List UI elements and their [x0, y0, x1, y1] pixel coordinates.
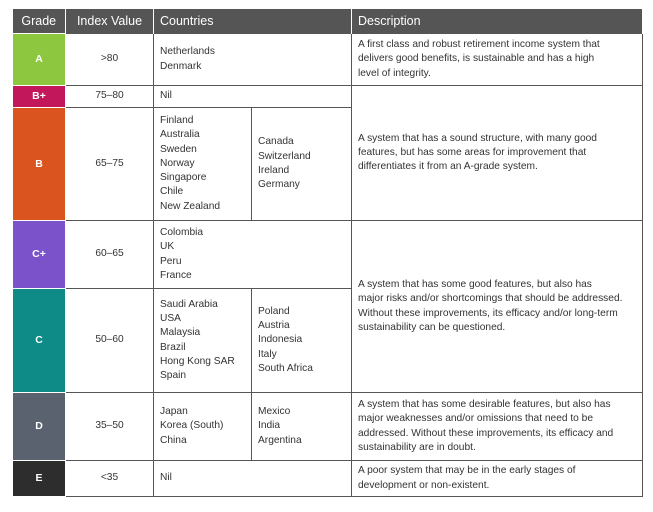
- countries-c-column-1-line: Saudi Arabia: [160, 298, 218, 310]
- description-b-line: differentiates it from an A-grade system.: [358, 161, 538, 173]
- table-row-grade-d: [13, 393, 643, 461]
- grading-table-container: [12, 9, 643, 497]
- countries-d-column-1: [154, 393, 252, 461]
- description-c-line: major risks and/or shortcomings that should be addressed.: [358, 293, 623, 305]
- countries-b-plus: Nil: [154, 86, 352, 108]
- description-b-line: features, but has some areas for improvement that: [358, 146, 587, 158]
- index-value-a: >80: [66, 34, 154, 86]
- grade-badge-b: B: [13, 108, 66, 221]
- countries-c-plus-line: France: [160, 269, 192, 281]
- countries-b-column-1-line: Singapore: [160, 172, 207, 184]
- countries-c-column-1-line: Malaysia: [160, 327, 201, 339]
- countries-b-column-2-line: Canada: [258, 136, 294, 148]
- description-b-line: A system that has a sound structure, with many good: [358, 132, 597, 144]
- countries-d-column-2: [252, 393, 352, 461]
- countries-a-line: Denmark: [160, 60, 202, 72]
- countries-c-plus: [154, 221, 352, 289]
- grade-badge-d: D: [13, 393, 66, 461]
- countries-d-column-2-line: Argentina: [258, 434, 302, 446]
- countries-b-column-1-line: Sweden: [160, 143, 197, 155]
- countries-c-column-2-line: South Africa: [258, 362, 313, 374]
- description-c: [352, 221, 643, 393]
- description-c-line: Without these improvements, its efficacy and/or long-term: [358, 307, 618, 319]
- countries-b-column-1-line: New Zealand: [160, 200, 221, 212]
- description-d-line: addressed. Without these improvements, its efficacy and: [358, 427, 614, 439]
- table-row-grade-b-plus: [13, 86, 643, 108]
- header-countries: Countries: [154, 9, 352, 34]
- countries-b-column-2-line: Switzerland: [258, 150, 311, 162]
- index-value-d: 35–50: [66, 393, 154, 461]
- index-value-c-plus: 60–65: [66, 221, 154, 289]
- countries-b-column-1-line: Finland: [160, 114, 194, 126]
- description-c-line: A system that has some good features, but also has: [358, 278, 592, 290]
- index-value-c: 50–60: [66, 289, 154, 393]
- countries-c-column-2-line: Austria: [258, 320, 290, 332]
- description-a-line: A first class and robust retirement income system that: [358, 39, 600, 51]
- grade-badge-a: A: [13, 34, 66, 86]
- description-d-line: sustainability are in doubt.: [358, 441, 476, 453]
- grade-badge-e: E: [13, 461, 66, 497]
- countries-c-column-1: [154, 289, 252, 393]
- countries-d-column-1-line: China: [160, 434, 187, 446]
- grade-badge-c: C: [13, 289, 66, 393]
- countries-c-column-2-line: Poland: [258, 305, 290, 317]
- countries-c-column-2: [252, 289, 352, 393]
- countries-c-column-1-line: Spain: [160, 370, 187, 382]
- countries-b-column-1: [154, 108, 252, 221]
- countries-a-line: Netherlands: [160, 46, 215, 58]
- index-value-b: 65–75: [66, 108, 154, 221]
- description-d-line: major weaknesses and/or omissions that need to be: [358, 413, 594, 425]
- description-d-line: A system that has some desirable features, but also has: [358, 398, 611, 410]
- countries-a: [154, 34, 352, 86]
- countries-c-column-2-line: Italy: [258, 348, 277, 360]
- countries-c-plus-line: UK: [160, 241, 175, 253]
- table-row-grade-e: [13, 461, 643, 497]
- description-d: [352, 393, 643, 461]
- index-value-b-plus: 75–80: [66, 86, 154, 108]
- description-b: [352, 86, 643, 221]
- countries-b-column-2-line: Ireland: [258, 165, 290, 176]
- header-index-value: Index Value: [66, 9, 154, 34]
- countries-c-column-1-line: USA: [160, 312, 181, 324]
- countries-c-plus-line: Colombia: [160, 226, 204, 238]
- countries-d-column-1-line: Japan: [160, 406, 188, 418]
- table-row-grade-c-plus: [13, 221, 643, 289]
- description-e-line: A poor system that may be in the early stages of: [358, 465, 576, 477]
- countries-b-column-2: [252, 108, 352, 221]
- grade-badge-b-plus: B+: [13, 86, 66, 108]
- grade-badge-c-plus: C+: [13, 221, 66, 289]
- header-row: [13, 9, 643, 34]
- countries-b-column-1-line: Norway: [160, 157, 195, 169]
- countries-b-column-1-line: Chile: [160, 186, 184, 198]
- countries-b-column-1-line: Australia: [160, 129, 200, 141]
- countries-c-column-1-line: Hong Kong SAR: [160, 355, 235, 367]
- index-value-e: <35: [66, 461, 154, 497]
- countries-c-column-1-line: Brazil: [160, 341, 186, 353]
- description-a-line: delivers good benefits, is sustainable and has a high: [358, 53, 595, 65]
- countries-d-column-2-line: Mexico: [258, 406, 291, 418]
- description-c-line: sustainability can be questioned.: [358, 321, 506, 333]
- countries-d-column-2-line: India: [258, 420, 281, 432]
- countries-c-plus-line: Peru: [160, 255, 182, 267]
- description-a-line: level of integrity.: [358, 67, 431, 79]
- countries-c-column-2-line: Indonesia: [258, 334, 303, 346]
- description-a: [352, 34, 643, 86]
- header-grade: Grade: [13, 9, 66, 34]
- grading-table: [12, 9, 643, 497]
- table-row-grade-a: [13, 34, 643, 86]
- countries-b-column-2-line: Germany: [258, 179, 300, 191]
- header-description: Description: [352, 9, 643, 34]
- description-e-line: development or non-existent.: [358, 479, 490, 491]
- countries-d-column-1-line: Korea (South): [160, 420, 224, 432]
- description-e: [352, 461, 643, 497]
- countries-e: Nil: [154, 461, 352, 497]
